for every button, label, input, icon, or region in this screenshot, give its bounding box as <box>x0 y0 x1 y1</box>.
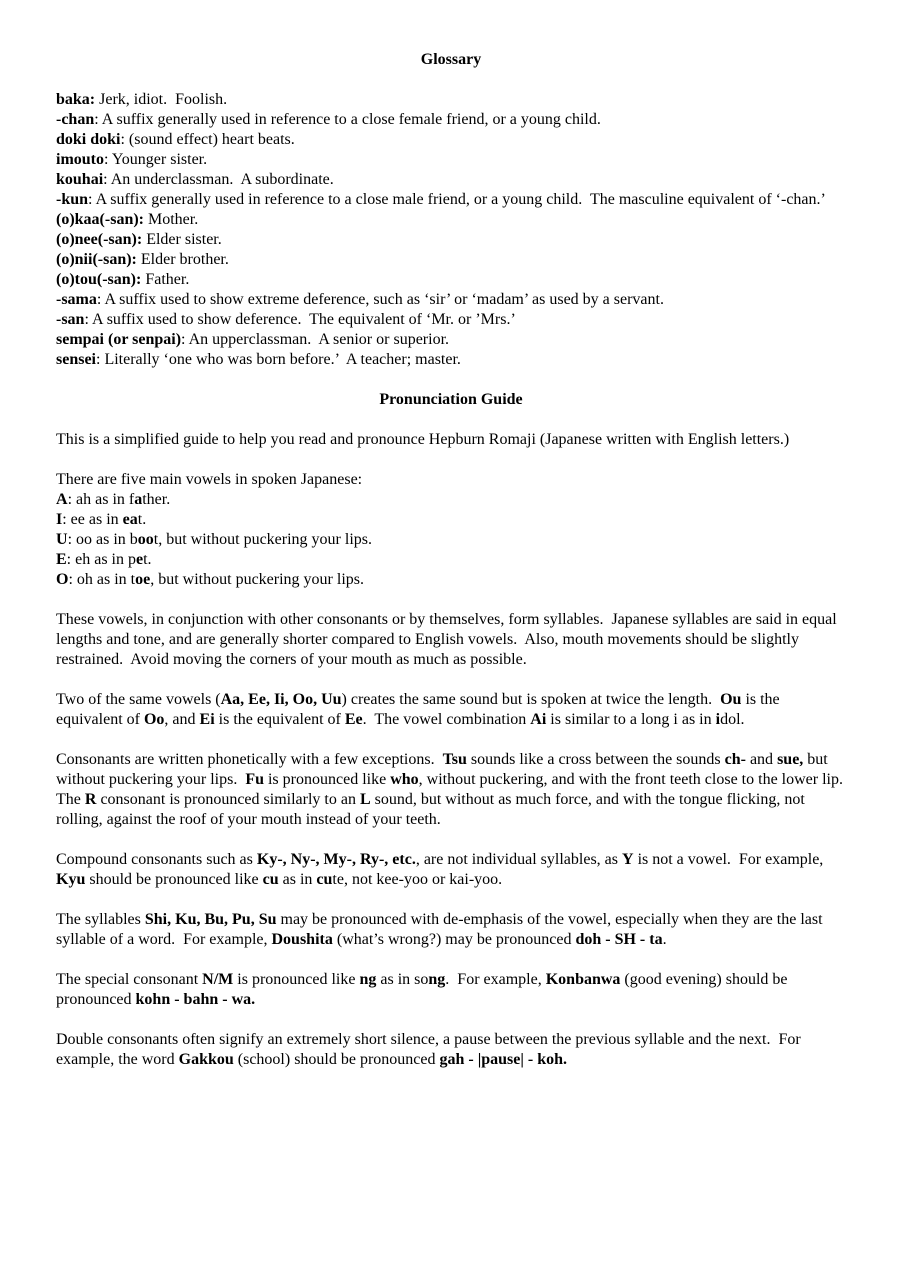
paragraph: These vowels, in conjunction with other consonants or by themselves, form syllables. Japanese syllables are said in equal lengths and tone, and are generally shorter compared to English vowels. Also, mouth movements should be slightly restrained. Avoid moving the corners of your mouth as much as possible. <box>56 611 841 668</box>
glossary-heading: Glossary <box>420 51 482 68</box>
paragraph: The syllables Shi, Ku, Bu, Pu, Su may be pronounced with de-emphasis of the vowel, especially when they are the last syllable of a word. For example, Doushita (what’s wrong?) may be pronounced doh - SH - ta. <box>56 911 827 948</box>
glossary-entry-sensei: sensei: Literally ‘one who was born before.’ A teacher; master. <box>56 351 461 368</box>
glossary-section <box>56 90 846 370</box>
paragraph: Two of the same vowels (Aa, Ee, Ii, Oo, Uu) creates the same sound but is spoken at twice the length. Ou is the equivalent of Oo, and Ei is the equivalent of Ee. The vowel combination Ai is similar to a long i as in idol. <box>56 691 784 728</box>
paragraph: The special consonant N/M is pronounced like ng as in song. For example, Konbanwa (good evening) should be pronounced kohn - bahn - wa. <box>56 971 792 1008</box>
glossary-entry-baka: baka: Jerk, idiot. Foolish. <box>56 91 228 108</box>
vowel-line-a: A: ah as in father. <box>56 491 171 508</box>
glossary-entry-sama: -sama: A suffix used to show extreme deference, such as ‘sir’ or ‘madam’ as used by a servant. <box>56 291 664 308</box>
glossary-entry-kouhai: kouhai: An underclassman. A subordinate. <box>56 171 334 188</box>
pronunciation-intro-paragraph <box>56 430 846 450</box>
paragraph-syllables <box>56 610 846 670</box>
glossary-entry-chan: -chan: A suffix generally used in reference to a close female friend, or a young child. <box>56 111 601 128</box>
vowels-lead-line: There are five main vowels in spoken Japanese: <box>56 471 363 488</box>
glossary-entry-sempai: sempai (or senpai): An upperclassman. A senior or superior. <box>56 331 450 348</box>
paragraph-double-vowels <box>56 690 846 730</box>
glossary-entry-kun: -kun: A suffix generally used in reference to a close male friend, or a young child. The masculine equivalent of ‘-chan.’ <box>56 191 826 208</box>
paragraph: This is a simplified guide to help you read and pronounce Hepburn Romaji (Japanese written with English letters.) <box>56 431 790 448</box>
glossary-entry-otou-san: (o)tou(-san): Father. <box>56 271 190 288</box>
vowels-section <box>56 470 846 590</box>
paragraph: Consonants are written phonetically with a few exceptions. Tsu sounds like a cross between the sounds ch- and sue, but without puckering your lips. Fu is pronounced like who, without puckering, and with the front teeth close to the lower lip. The R consonant is pronounced similarly to an L sound, but without as much force, and with the tongue flicking, not rolling, against the roof of your mouth instead of your teeth. <box>56 751 851 828</box>
vowel-line-o: O: oh as in toe, but without puckering your lips. <box>56 571 364 588</box>
pronunciation-heading: Pronunciation Guide <box>379 391 523 408</box>
glossary-entry-san: -san: A suffix used to show deference. The equivalent of ‘Mr. or ’Mrs.’ <box>56 311 516 328</box>
vowel-line-e: E: eh as in pet. <box>56 551 152 568</box>
glossary-entry-onii-san: (o)nii(-san): Elder brother. <box>56 251 229 268</box>
vowel-line-u: U: oo as in boot, but without puckering your lips. <box>56 531 372 548</box>
glossary-entry-okaa-san: (o)kaa(-san): Mother. <box>56 211 199 228</box>
paragraph-compound-consonants <box>56 850 846 890</box>
paragraph-de-emphasis <box>56 910 846 950</box>
paragraph-consonants <box>56 750 851 830</box>
glossary-entry-imouto: imouto: Younger sister. <box>56 151 208 168</box>
paragraph-special-consonant <box>56 970 846 1010</box>
paragraph: Compound consonants such as Ky-, Ny-, My-, Ry-, etc., are not individual syllables, as Y is not a vowel. For example, Kyu should be pronounced like cu as in cute, not kee-yoo or kai-yoo. <box>56 851 828 888</box>
glossary-entry-doki-doki: doki doki: (sound effect) heart beats. <box>56 131 295 148</box>
paragraph: Double consonants often signify an extremely short silence, a pause between the previous syllable and the next. For example, the word Gakkou (school) should be pronounced gah - |pause| - koh. <box>56 1031 805 1068</box>
paragraph-double-consonants <box>56 1030 846 1070</box>
glossary-entry-onee-san: (o)nee(-san): Elder sister. <box>56 231 222 248</box>
vowel-line-i: I: ee as in eat. <box>56 511 147 528</box>
